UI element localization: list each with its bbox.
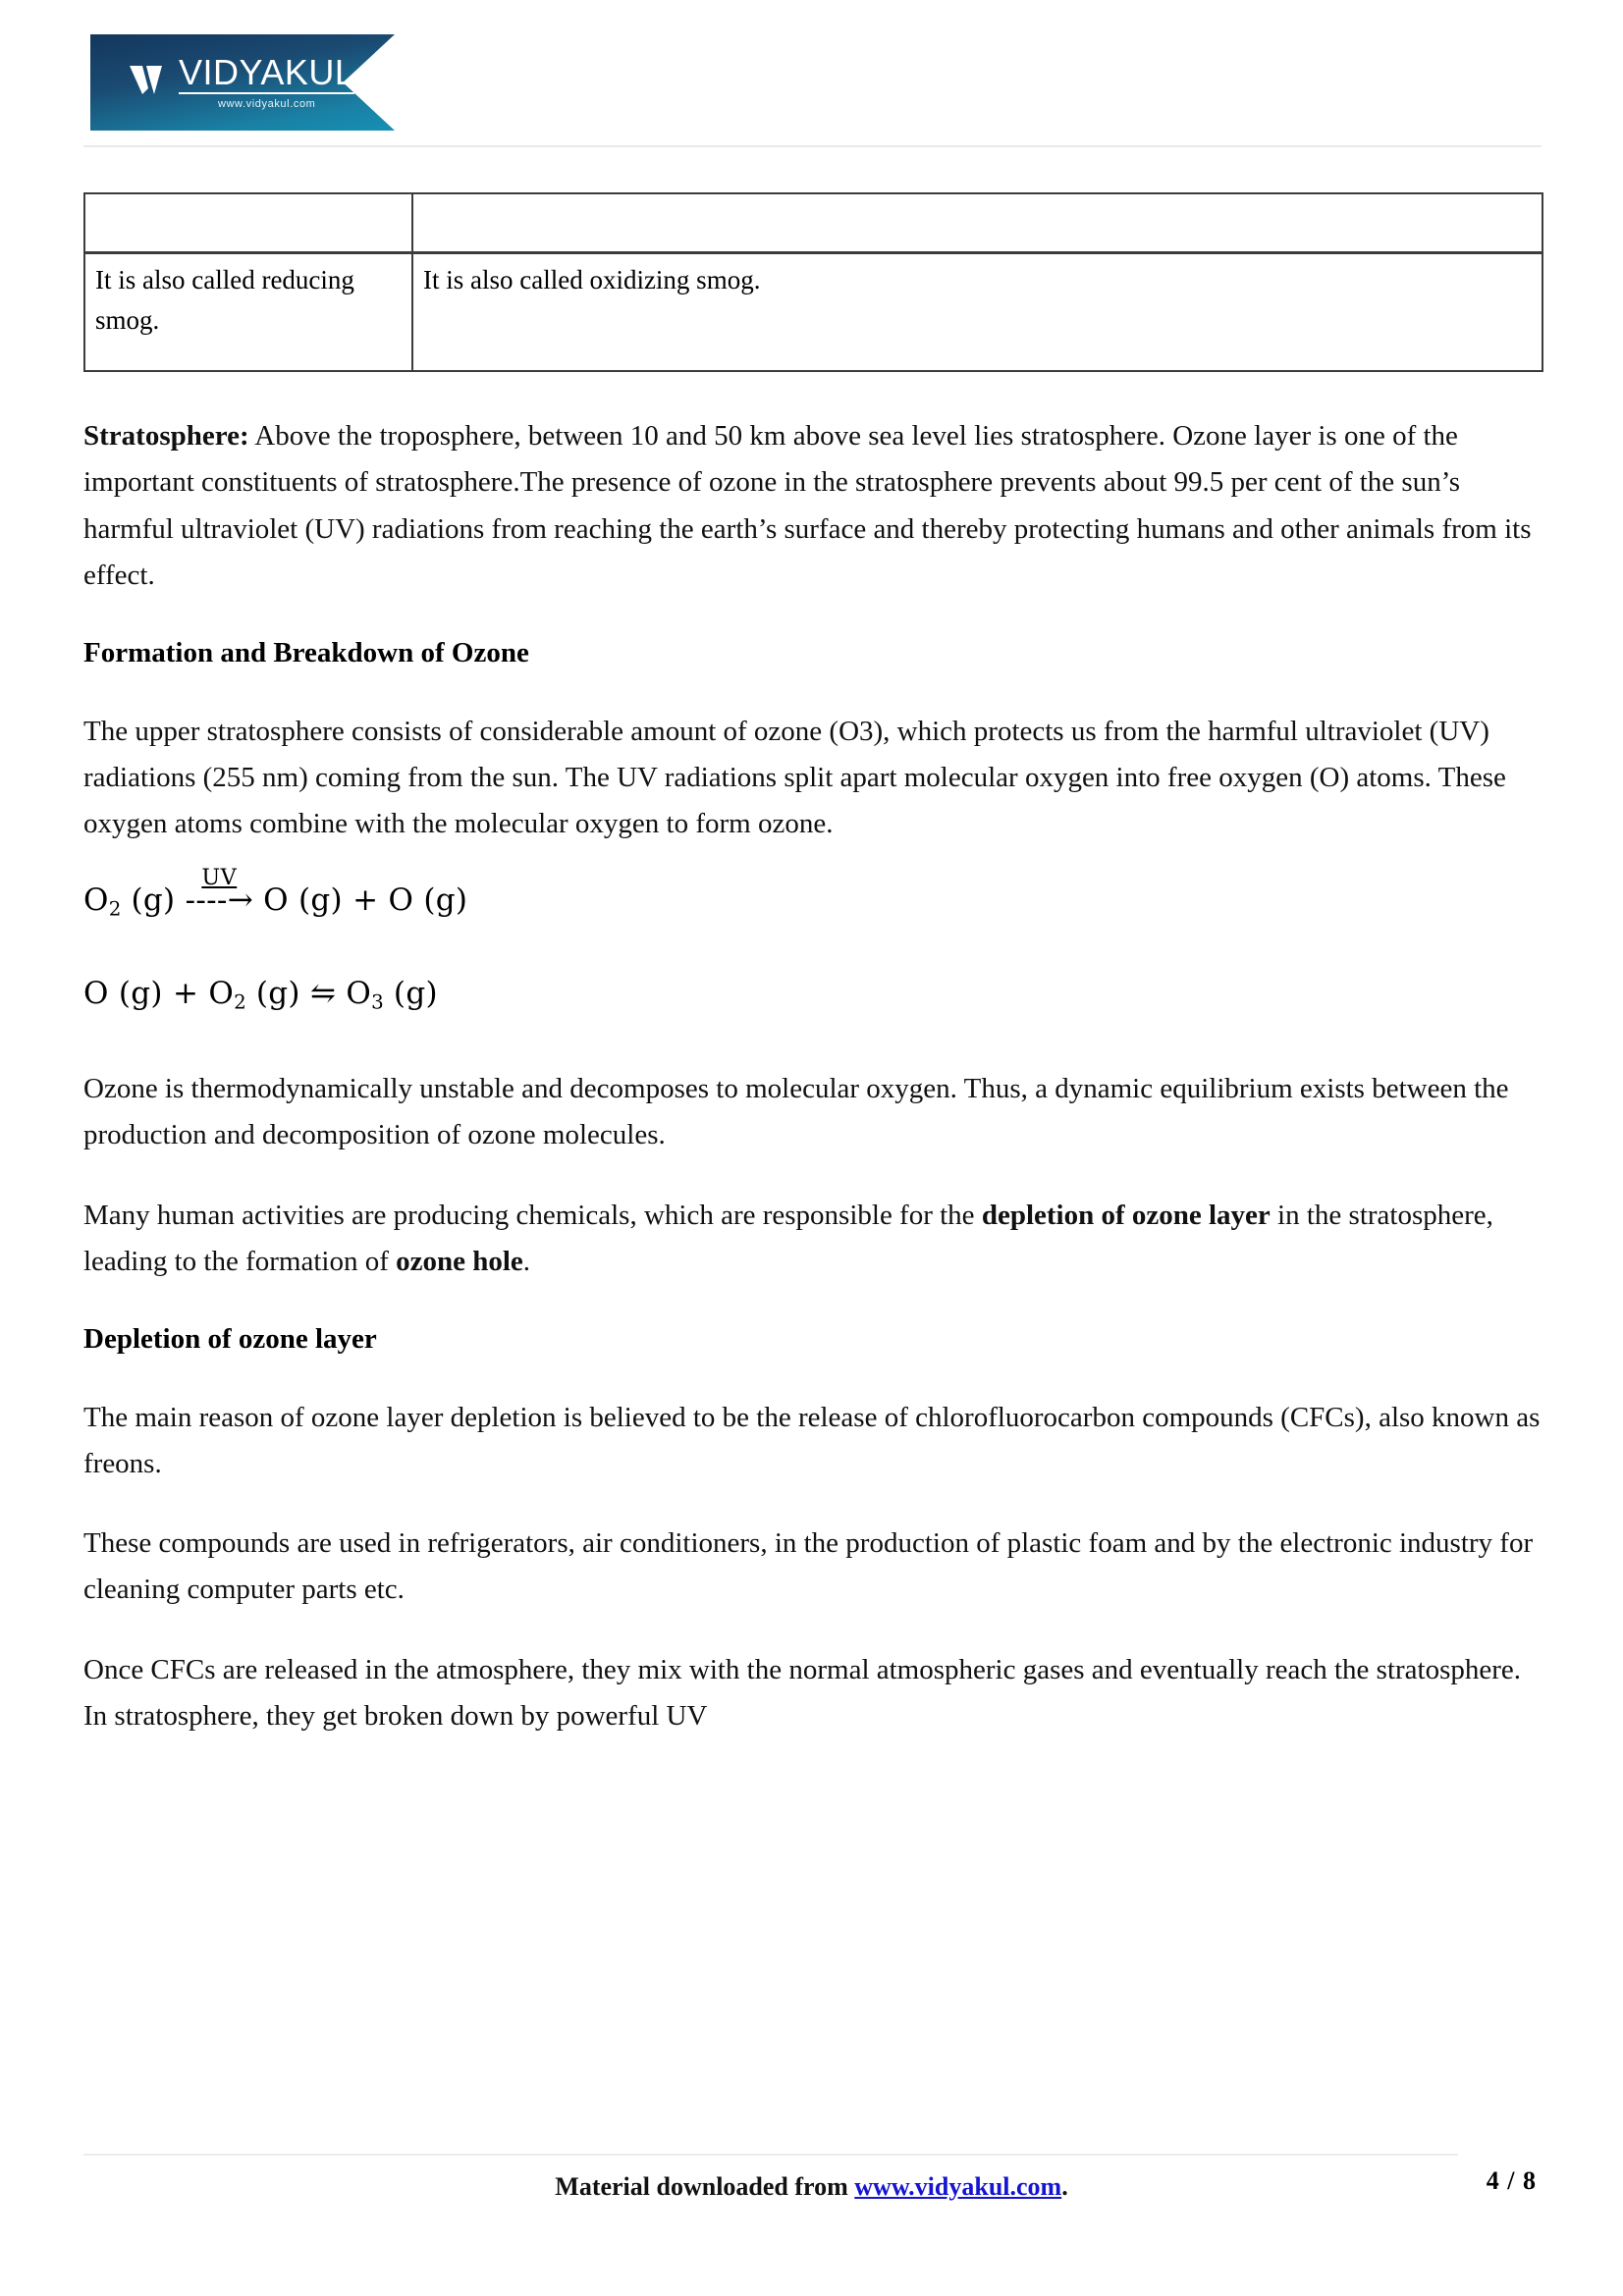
ozone-hole-bold: ozone hole <box>396 1245 523 1277</box>
paragraph-human-activities <box>83 1193 1542 1286</box>
heading-formation-breakdown: Formation and Breakdown of Ozone <box>83 637 529 669</box>
eq1-o2-subscript: 2 <box>108 897 122 921</box>
paragraph-upper-stratosphere: The upper stratosphere consists of considerable amount of ozone (O3), which protects us from the harmful ultraviolet (UV) radiations (255 nm) coming from the sun. The UV radiations split apart molecular oxygen into free oxygen (O) atoms. These oxygen atoms combine with the molecular oxygen to form ozone. <box>83 715 1506 840</box>
equilibrium-arrow-icon: ⇋ <box>309 975 337 1011</box>
paragraph-thermodynamics: Ozone is thermodynamically unstable and decomposes to molecular oxygen. Thus, a dynamic equilibrium exists between the production and decomposition of ozone molecules. <box>83 1073 1509 1151</box>
heading-depletion-of-ozone-layer: Depletion of ozone layer <box>83 1323 377 1356</box>
table-cell-right-empty <box>412 193 1542 253</box>
paragraph-compounds-usage: These compounds are used in refrigerators, air conditioners, in the production of plastic foam and by the electronic industry for cleaning computer parts etc. <box>83 1527 1534 1606</box>
footer-suffix-text: . <box>1061 2172 1068 2201</box>
equation-ozone-formation-step1 <box>83 864 1542 922</box>
eq1-o2-symbol: O <box>83 882 109 919</box>
site-logo[interactable] <box>90 34 395 131</box>
eq1-o2-state: (g) <box>121 882 186 919</box>
logo-text-block <box>179 52 355 110</box>
equation-ozone-formation-step2 <box>83 974 1542 1015</box>
stratosphere-text: Above the troposphere, between 10 and 50 km above sea level lies stratosphere. Ozone layer is one of the important constituents of stratosphere.The presence of ozone in the stratosphere prevents about 99.5 per cent of the sun’s harmful ultraviolet (UV) radiations from reaching the earth’s surface and thereby protecting humans and other animals from its effect. <box>83 420 1532 591</box>
footer-website-link[interactable]: www.vidyakul.com <box>854 2172 1062 2201</box>
footer-divider <box>83 2154 1458 2156</box>
table-cell-oxidizing-smog: It is also called oxidizing smog. <box>412 253 1542 372</box>
eq2-product: O <box>336 975 372 1011</box>
stratosphere-label: Stratosphere: <box>83 420 249 452</box>
header-divider <box>83 145 1542 147</box>
paragraph-main-reason-cfc: The main reason of ozone layer depletion is believed to be the release of chlorofluorocarbon compounds (CFCs), also known as freons. <box>83 1401 1541 1479</box>
eq1-arrow-prefix: -- <box>185 882 207 919</box>
eq1-products: O (g) + O (g) <box>252 882 468 919</box>
logo-website-url: www.vidyakul.com <box>217 98 316 110</box>
eq2-product-state: (g) <box>383 975 438 1011</box>
page-number-indicator: 4 / 8 <box>1486 2166 1537 2195</box>
document-content <box>83 192 1542 1773</box>
table-row <box>84 253 1542 372</box>
vidyakul-checkmark-icon <box>130 62 171 97</box>
eq1-arrow-suffix: --→ <box>206 882 253 919</box>
logo-brand-name: VIDYAKUL <box>179 52 355 92</box>
table-cell-left-empty <box>84 193 412 253</box>
depletion-of-ozone-layer-bold: depletion of ozone layer <box>981 1199 1271 1231</box>
human-activities-part-1: Many human activities are producing chemicals, which are responsible for the <box>83 1199 982 1231</box>
human-activities-part-2: in the stratosphere, leading to the formation of <box>83 1199 1493 1277</box>
eq2-reactant-1: O (g) + O <box>83 975 235 1011</box>
paragraph-cfc-release: Once CFCs are released in the atmosphere, they mix with the normal atmospheric gases and eventually reach the stratosphere. In stratosphere, they get broken down by powerful UV <box>83 1653 1522 1732</box>
human-activities-part-3: . <box>522 1245 531 1277</box>
eq1-uv-label: UV <box>201 864 238 890</box>
footer-prefix-text: Material downloaded from <box>555 2172 855 2201</box>
table-row <box>84 193 1542 253</box>
page-footer <box>0 2100 1623 2296</box>
uv-photolysis-arrow <box>185 864 253 920</box>
paragraph-stratosphere <box>83 413 1542 599</box>
eq2-o2-subscript: 2 <box>234 990 246 1014</box>
footer-attribution <box>0 2172 1623 2202</box>
table-cell-reducing-smog: It is also called reducing smog. <box>84 253 412 372</box>
page-header <box>0 0 1623 165</box>
eq2-o3-subscript: 3 <box>371 990 384 1014</box>
smog-comparison-table <box>83 192 1543 372</box>
eq2-reactant-state: (g) <box>245 975 310 1011</box>
